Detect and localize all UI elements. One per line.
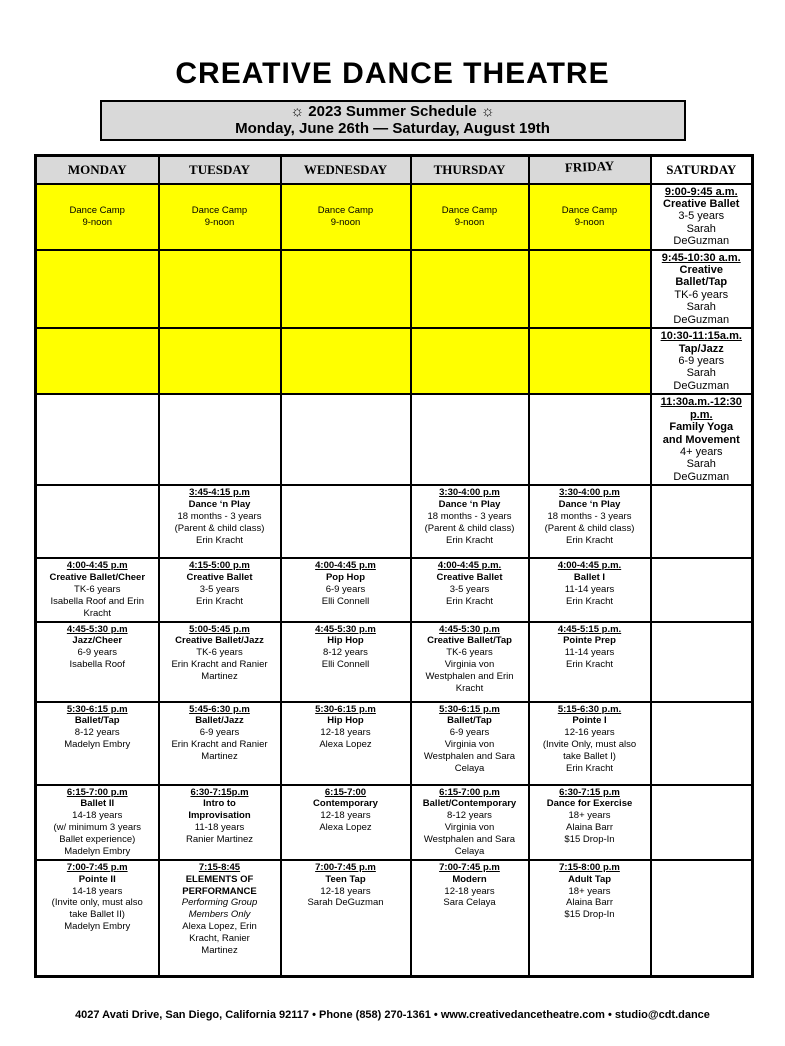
class-time: 5:30-6:15 p.m	[439, 703, 500, 715]
class-time: 6:30-7:15p.m	[190, 786, 249, 798]
cell-saturday-row6	[651, 558, 753, 621]
cell-saturday-row3	[651, 328, 753, 394]
class-name: Jazz/Cheer	[72, 635, 123, 647]
page-title: CREATIVE DANCE THEATRE	[175, 57, 610, 90]
cell-saturday-row10	[651, 860, 753, 977]
class-detail: 8-12 years	[323, 647, 368, 659]
class-time: 4:45-5:30 p.m	[315, 623, 376, 635]
class-detail: (Invite Only, must also	[542, 739, 637, 751]
cell-friday-row2	[529, 250, 651, 329]
class-name: Creative	[679, 264, 723, 277]
class-detail: 9-noon	[574, 216, 605, 228]
banner-season-line: ☼ 2023 Summer Schedule ☼	[290, 102, 495, 120]
class-detail: Madelyn Embry	[64, 739, 131, 751]
cell-wednesday-row10	[281, 860, 411, 977]
class-detail: 6-9 years	[325, 583, 366, 595]
day-header-saturday	[651, 155, 753, 184]
day-header-label: FRIDAY	[564, 157, 615, 175]
cell-wednesday-row3	[281, 328, 411, 394]
class-detail: Sara Celaya	[443, 897, 496, 909]
cell-saturday-row9	[651, 785, 753, 860]
class-time: 4:15-5:00 p.m	[189, 560, 250, 572]
cell-tuesday-row1	[159, 184, 281, 250]
cell-thursday-row1	[411, 184, 529, 250]
cell-wednesday-row9	[281, 785, 411, 860]
cell-tuesday-row2	[159, 250, 281, 329]
class-time: 4:00-4:45 p.m.	[437, 560, 502, 572]
schedule-row-4	[36, 394, 753, 485]
cell-tuesday-row8	[159, 702, 281, 785]
class-detail: 6-9 years	[77, 647, 118, 659]
cell-thursday-row7	[411, 622, 529, 702]
class-name: Creative Ballet/Cheer	[49, 572, 146, 584]
class-detail: Erin Kracht and Ranier	[171, 739, 268, 751]
class-detail: Martinez	[201, 671, 238, 683]
class-detail: Performing Group	[181, 897, 258, 909]
class-name: Ballet II	[80, 798, 115, 810]
class-time: 4:45-5:30 p.m	[66, 623, 128, 635]
class-detail: 14-18 years	[72, 885, 123, 897]
day-header-tuesday	[159, 155, 281, 184]
cell-tuesday-row4	[159, 394, 281, 485]
day-header-label: WEDNESDAY	[303, 161, 388, 177]
schedule-row-10	[36, 860, 753, 977]
schedule-table	[34, 154, 754, 979]
class-detail: 18 months - 3 years	[177, 510, 262, 522]
cell-friday-row3	[529, 328, 651, 394]
class-time: 5:45-6:30 p.m	[189, 703, 250, 715]
class-detail: Erin Kracht	[446, 595, 493, 607]
class-name: Pointe Prep	[563, 635, 616, 647]
class-time: 3:30-4:00 p.m	[559, 487, 620, 499]
class-detail: 8-12 years	[74, 727, 120, 739]
schedule-row-1	[36, 184, 753, 250]
class-detail: Virginia von	[444, 822, 495, 834]
banner-dates-line: Monday, June 26th — Saturday, August 19th	[235, 119, 550, 137]
class-detail: Elli Connell	[321, 659, 370, 671]
cell-saturday-row7	[651, 622, 753, 702]
class-time: 9:45-10:30 a.m.	[661, 251, 741, 264]
class-name: Hip Hop	[327, 715, 364, 727]
class-detail: Sarah	[686, 367, 716, 380]
class-detail: take Ballet II)	[69, 909, 125, 921]
class-detail: Celaya	[454, 845, 485, 857]
class-detail: Erin Kracht	[446, 534, 493, 546]
cell-thursday-row4	[411, 394, 529, 485]
class-detail: Ranier Martinez	[185, 834, 254, 846]
class-name: Dance for Exercise	[546, 798, 633, 810]
class-detail: Sarah	[686, 301, 716, 314]
class-time: 6:15-7:00 p.m	[439, 786, 500, 798]
cell-wednesday-row5	[281, 485, 411, 558]
day-header-thursday	[411, 155, 529, 184]
cell-monday-row4	[36, 394, 159, 485]
class-detail: Virginia von	[444, 659, 495, 671]
cell-saturday-row4	[651, 394, 753, 485]
class-detail: 9-noon	[204, 216, 235, 228]
class-detail: 11-18 years	[194, 822, 245, 834]
class-name: Ballet/Jazz	[195, 715, 244, 727]
class-detail: take Ballet I)	[563, 751, 616, 763]
class-detail: TK-6 years	[674, 288, 729, 301]
class-name: Ballet/Contemporary	[422, 798, 517, 810]
class-time: 6:30-7:15 p.m	[559, 786, 620, 798]
cell-tuesday-row9	[159, 785, 281, 860]
cell-monday-row10	[36, 860, 159, 977]
class-time: 4:45-5:30 p.m	[439, 623, 500, 635]
class-detail: Erin Kracht	[196, 534, 243, 546]
class-name: Ballet/Tap	[447, 715, 492, 727]
class-detail: Erin Kracht	[196, 595, 243, 607]
cell-saturday-row5	[651, 485, 753, 558]
class-detail: Erin Kracht	[566, 534, 613, 546]
cell-thursday-row6	[411, 558, 529, 621]
class-detail: Madelyn Embry	[64, 921, 131, 933]
cell-saturday-row1	[651, 184, 753, 250]
cell-monday-row1	[36, 184, 159, 250]
class-detail: 18 months - 3 years	[427, 510, 512, 522]
class-time: 4:45-5:15 p.m.	[557, 623, 622, 635]
class-detail: Dance Camp	[191, 204, 248, 216]
cell-friday-row10	[529, 860, 651, 977]
class-detail: 12-16 years	[564, 727, 615, 739]
day-header-friday	[529, 155, 651, 184]
cell-friday-row6	[529, 558, 651, 621]
schedule-row-8	[36, 702, 753, 785]
class-time: 3:30-4:00 p.m	[439, 487, 500, 499]
cell-monday-row8	[36, 702, 159, 785]
cell-tuesday-row5	[159, 485, 281, 558]
class-detail: (Invite only, must also	[51, 897, 143, 909]
class-detail: Ballet experience)	[59, 834, 136, 846]
cell-monday-row7	[36, 622, 159, 702]
class-detail: Alexa Lopez	[319, 739, 372, 751]
class-detail: TK-6 years	[196, 647, 243, 659]
class-detail: Alaina Barr	[566, 897, 613, 909]
class-name: Contemporary	[313, 798, 378, 810]
class-time: 7:00-7:45 p.m	[315, 861, 376, 873]
class-detail: Sarah	[686, 222, 716, 235]
day-header-label: SATURDAY	[666, 161, 737, 177]
class-detail: $15 Drop-In	[564, 834, 615, 846]
class-detail: 6-9 years	[449, 727, 490, 739]
class-time: 6:15-7:00	[324, 786, 367, 798]
cell-thursday-row3	[411, 328, 529, 394]
class-detail: $15 Drop-In	[564, 909, 615, 921]
class-detail: DeGuzman	[673, 313, 730, 326]
class-time: 7:00-7:45 p.m	[66, 861, 128, 873]
class-time: 10:30-11:15a.m.	[660, 330, 742, 343]
class-name: Intro to	[203, 798, 236, 810]
class-detail: Virginia von	[444, 739, 495, 751]
schedule-row-5	[36, 485, 753, 558]
schedule-row-2	[36, 250, 753, 329]
day-header-label: TUESDAY	[189, 161, 250, 177]
class-time: 3:45-4:15 p.m	[189, 487, 250, 499]
class-name: Adult Tap	[567, 873, 612, 885]
cell-wednesday-row7	[281, 622, 411, 702]
cell-monday-row3	[36, 328, 159, 394]
footer-contact: 4027 Avati Drive, San Diego, California 92117 • Phone (858) 270-1361 • www.creativedancetheatre.com • studio@cdt.dance	[75, 1009, 710, 1022]
class-time: p.m.	[689, 408, 713, 421]
class-time: 7:00-7:45 p.m	[439, 861, 500, 873]
class-detail: Kracht	[83, 607, 111, 619]
class-detail: 18 months - 3 years	[547, 510, 632, 522]
class-detail: 12-18 years	[444, 885, 495, 897]
cell-tuesday-row6	[159, 558, 281, 621]
class-detail: Kracht, Ranier	[189, 933, 250, 945]
class-detail: Dance Camp	[561, 204, 618, 216]
cell-friday-row4	[529, 394, 651, 485]
class-detail: 9-noon	[82, 216, 113, 228]
class-detail: Madelyn Embry	[64, 845, 131, 857]
class-detail: 9-noon	[330, 216, 361, 228]
class-time: 4:00-4:45 p.m.	[557, 560, 622, 572]
class-detail: Isabella Roof	[69, 659, 125, 671]
schedule-banner	[100, 100, 686, 141]
class-name: Dance ‘n Play	[558, 499, 621, 511]
class-time: 9:00-9:45 a.m.	[664, 185, 738, 198]
class-time: 6:15-7:00 p.m	[66, 786, 128, 798]
cell-monday-row5	[36, 485, 159, 558]
cell-saturday-row2	[651, 250, 753, 329]
class-name: and Movement	[662, 433, 740, 446]
cell-monday-row2	[36, 250, 159, 329]
class-detail: Alexa Lopez, Erin	[182, 921, 257, 933]
class-name: Ballet I	[573, 572, 606, 584]
cell-thursday-row10	[411, 860, 529, 977]
class-time: 5:15-6:30 p.m.	[557, 703, 622, 715]
cell-friday-row7	[529, 622, 651, 702]
class-detail: DeGuzman	[673, 470, 730, 483]
class-name: ELEMENTS OF	[185, 873, 254, 885]
cell-thursday-row2	[411, 250, 529, 329]
class-name: Family Yoga	[669, 421, 734, 434]
class-name: Creative Ballet/Tap	[427, 635, 512, 647]
class-detail: Alaina Barr	[566, 822, 613, 834]
cell-wednesday-row1	[281, 184, 411, 250]
class-name: Pointe I	[572, 715, 607, 727]
class-time: 5:00-5:45 p.m	[189, 623, 250, 635]
class-detail: Members Only	[188, 909, 251, 921]
class-detail: TK-6 years	[74, 583, 121, 595]
class-name: Ballet/Tap	[675, 276, 728, 289]
class-detail: (Parent & child class)	[174, 522, 265, 534]
class-name: Tap/Jazz	[678, 342, 724, 355]
schedule-row-7	[36, 622, 753, 702]
class-name: Dance ‘n Play	[438, 499, 501, 511]
class-name: Modern	[452, 873, 487, 885]
class-detail: 12-18 years	[320, 885, 371, 897]
cell-friday-row5	[529, 485, 651, 558]
class-name: Creative Ballet	[436, 572, 503, 584]
cell-friday-row9	[529, 785, 651, 860]
cell-monday-row9	[36, 785, 159, 860]
class-detail: Westphalen and Sara	[423, 834, 516, 846]
cell-friday-row8	[529, 702, 651, 785]
class-detail: 6-9 years	[199, 727, 240, 739]
class-time: 7:15-8:00 p.m	[559, 861, 620, 873]
class-detail: Martinez	[201, 751, 238, 763]
class-detail: (Parent & child class)	[544, 522, 635, 534]
cell-wednesday-row8	[281, 702, 411, 785]
cell-wednesday-row6	[281, 558, 411, 621]
class-detail: Alexa Lopez	[319, 822, 372, 834]
class-detail: 6-9 years	[678, 354, 725, 367]
class-detail: Martinez	[201, 944, 238, 956]
class-detail: DeGuzman	[673, 379, 730, 392]
class-time: 5:30-6:15 p.m	[315, 703, 376, 715]
class-detail: 3-5 years	[678, 210, 725, 223]
schedule-row-9	[36, 785, 753, 860]
class-name: PERFORMANCE	[182, 885, 257, 897]
class-detail: 4+ years	[680, 445, 723, 458]
class-detail: 11-14 years	[564, 583, 615, 595]
class-detail: Sarah DeGuzman	[307, 897, 384, 909]
class-detail: Elli Connell	[321, 595, 370, 607]
class-detail: Dance Camp	[441, 204, 498, 216]
class-detail: (w/ minimum 3 years	[53, 822, 142, 834]
class-detail: 3-5 years	[199, 583, 240, 595]
cell-thursday-row9	[411, 785, 529, 860]
class-detail: 3-5 years	[449, 583, 490, 595]
class-detail: 18+ years	[568, 810, 611, 822]
cell-monday-row6	[36, 558, 159, 621]
class-time: 4:00-4:45 p.m	[66, 560, 128, 572]
class-detail: Erin Kracht	[566, 659, 613, 671]
class-detail: Dance Camp	[317, 204, 374, 216]
class-name: Ballet/Tap	[74, 715, 120, 727]
cell-wednesday-row4	[281, 394, 411, 485]
class-name: Creative Ballet/Jazz	[175, 635, 264, 647]
schedule-row-3	[36, 328, 753, 394]
class-detail: 12-18 years	[320, 727, 371, 739]
cell-friday-row1	[529, 184, 651, 250]
cell-tuesday-row3	[159, 328, 281, 394]
class-detail: Westphalen and Erin	[425, 671, 514, 683]
class-time: 5:30-6:15 p.m	[66, 703, 128, 715]
schedule-row-6	[36, 558, 753, 621]
class-detail: TK-6 years	[446, 647, 493, 659]
class-name: Pointe II	[78, 873, 116, 885]
day-header-label: THURSDAY	[433, 161, 506, 177]
class-detail: (Parent & child class)	[424, 522, 515, 534]
cell-thursday-row5	[411, 485, 529, 558]
class-detail: DeGuzman	[673, 235, 730, 248]
class-name: Improvisation	[188, 810, 251, 822]
class-detail: 8-12 years	[447, 810, 492, 822]
cell-tuesday-row7	[159, 622, 281, 702]
class-detail: 12-18 years	[320, 810, 371, 822]
class-detail: 14-18 years	[72, 810, 123, 822]
cell-wednesday-row2	[281, 250, 411, 329]
class-detail: Erin Kracht	[566, 762, 613, 774]
class-time: 4:00-4:45 p.m	[315, 560, 376, 572]
day-header-label: MONDAY	[67, 161, 127, 177]
class-detail: 11-14 years	[564, 647, 615, 659]
class-detail: Westphalen and Sara	[423, 751, 516, 763]
day-header-monday	[36, 155, 159, 184]
cell-tuesday-row10	[159, 860, 281, 977]
class-name: Hip Hop	[327, 635, 364, 647]
cell-saturday-row8	[651, 702, 753, 785]
cell-thursday-row8	[411, 702, 529, 785]
class-time: 7:15-8:45	[198, 861, 241, 873]
class-detail: 18+ years	[568, 885, 611, 897]
class-detail: Celaya	[454, 762, 485, 774]
day-header-row	[36, 155, 753, 184]
class-detail: Erin Kracht	[566, 595, 613, 607]
class-detail: Dance Camp	[69, 204, 125, 216]
class-name: Creative Ballet	[663, 197, 740, 210]
day-header-wednesday	[281, 155, 411, 184]
class-name: Pop Hop	[325, 572, 366, 584]
class-name: Creative Ballet	[186, 572, 253, 584]
class-detail: Kracht	[455, 682, 484, 694]
class-detail: 9-noon	[454, 216, 485, 228]
class-name: Teen Tap	[325, 873, 366, 885]
class-time: 11:30a.m.-12:30	[660, 396, 742, 409]
class-name: Dance ‘n Play	[188, 499, 251, 511]
class-detail: Erin Kracht and Ranier	[171, 659, 268, 671]
class-detail: Isabella Roof and Erin	[50, 595, 144, 607]
class-detail: Sarah	[686, 458, 716, 471]
